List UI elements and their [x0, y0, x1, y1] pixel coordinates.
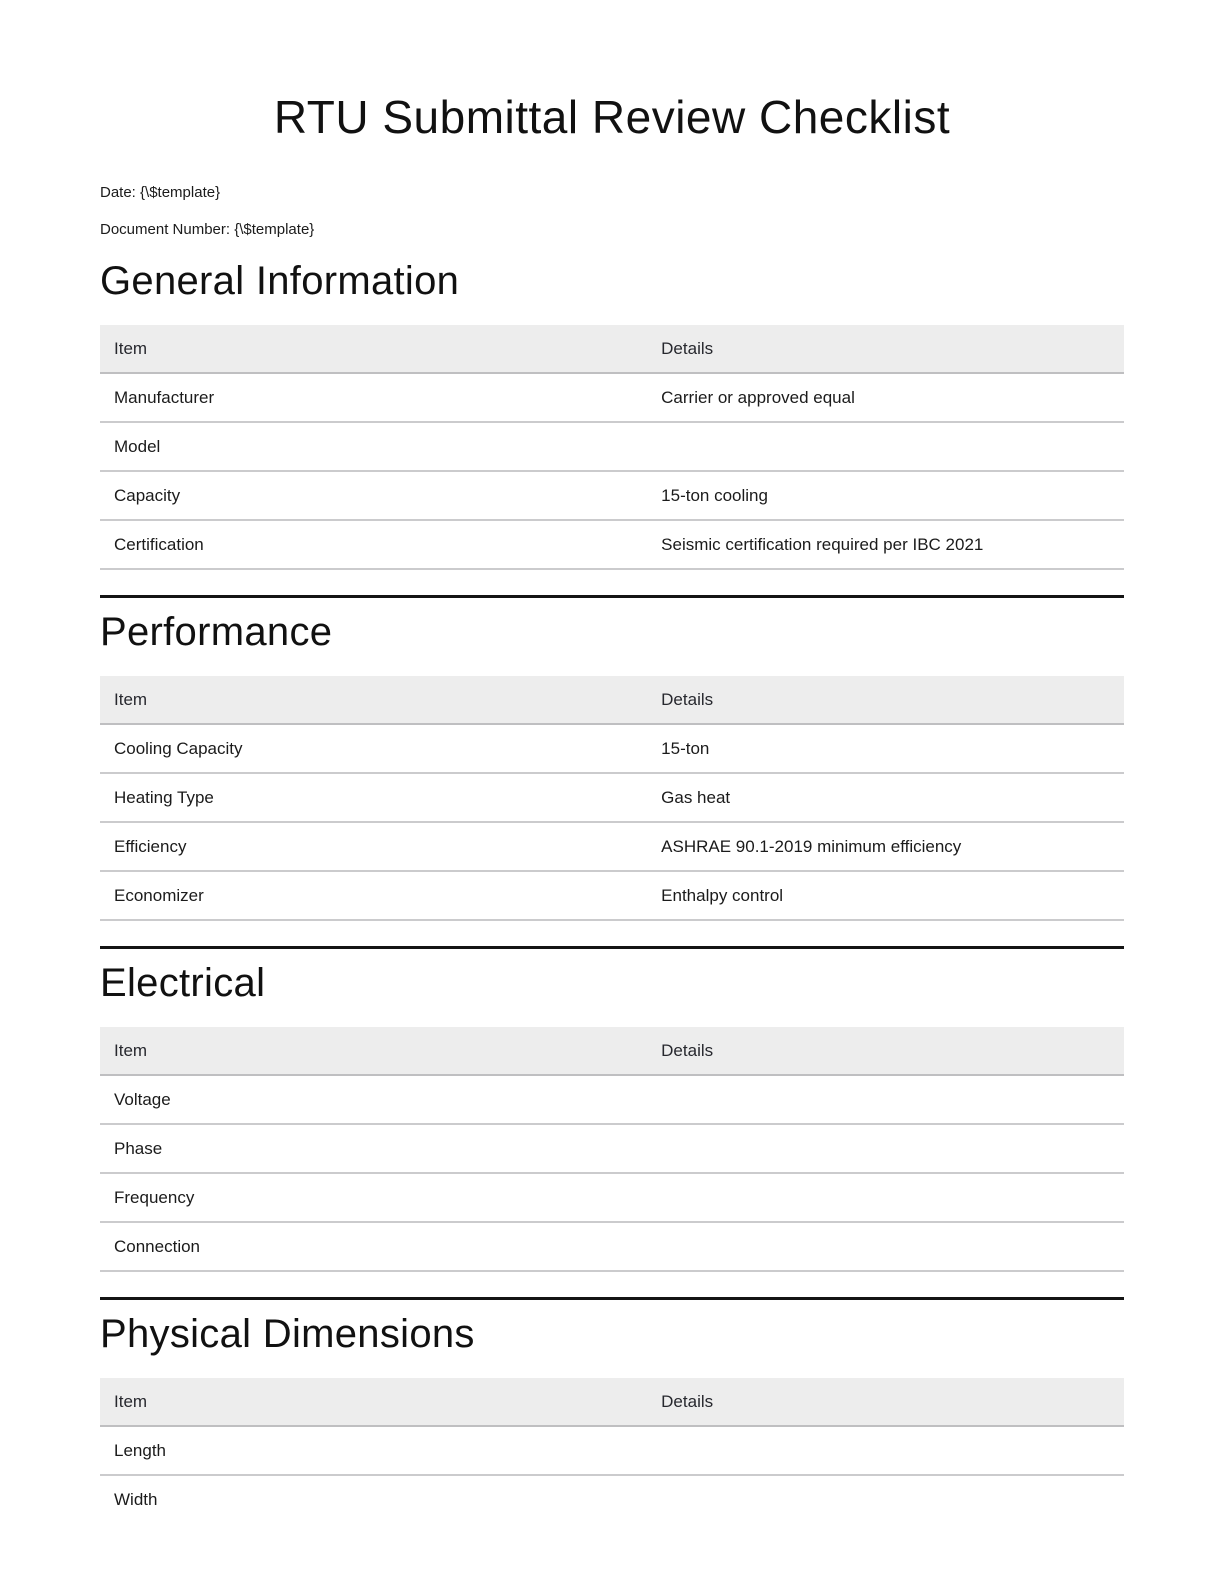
document-number-value: {\$template} — [234, 221, 315, 239]
details-cell — [647, 1475, 1124, 1523]
details-cell: Enthalpy control — [647, 871, 1124, 920]
table-row — [100, 1426, 1124, 1475]
item-cell: Efficiency — [100, 822, 647, 871]
item-cell: Cooling Capacity — [100, 724, 647, 773]
table-header-row — [100, 325, 1124, 373]
date-label: Date: — [100, 184, 136, 202]
table-row — [100, 373, 1124, 422]
section-divider — [100, 1297, 1124, 1300]
details-column-header: Details — [647, 1378, 1124, 1426]
table-header-row — [100, 1378, 1124, 1426]
details-cell — [647, 422, 1124, 471]
details-cell: Carrier or approved equal — [647, 373, 1124, 422]
document-number-line — [100, 220, 1124, 240]
item-cell: Width — [114, 1490, 158, 1510]
details-column-header: Details — [647, 1027, 1124, 1075]
section-table — [100, 325, 1124, 570]
details-cell — [647, 1222, 1124, 1271]
section-divider — [100, 946, 1124, 949]
item-cell: Length — [100, 1426, 647, 1475]
page-title: RTU Submittal Review Checklist — [273, 91, 951, 143]
details-column-header: Details — [647, 676, 1124, 724]
item-cell: Voltage — [100, 1075, 647, 1124]
table-header-row — [100, 676, 1124, 724]
table-row — [100, 1124, 1124, 1173]
details-cell: Seismic certification required per IBC 2021 — [647, 520, 1124, 569]
section-heading: Performance — [100, 610, 333, 655]
section-divider — [100, 595, 1124, 598]
sections-container — [100, 257, 1124, 1523]
item-cell: Phase — [100, 1124, 647, 1173]
details-cell: 15-ton cooling — [647, 471, 1124, 520]
details-cell: ASHRAE 90.1-2019 minimum efficiency — [647, 822, 1124, 871]
date-line — [100, 183, 1124, 203]
table-header-row — [100, 1027, 1124, 1075]
section-heading: Electrical — [100, 961, 266, 1006]
table-row — [100, 1173, 1124, 1222]
item-column-header: Item — [100, 676, 647, 724]
document-number-label: Document Number: — [100, 221, 231, 239]
table-row — [100, 822, 1124, 871]
date-value: {\$template} — [140, 184, 221, 202]
details-cell — [647, 1173, 1124, 1222]
section — [100, 1297, 1124, 1523]
table-row — [100, 773, 1124, 822]
details-cell — [647, 1124, 1124, 1173]
table-row — [100, 1222, 1124, 1271]
item-cell: Model — [100, 422, 647, 471]
item-cell: Manufacturer — [100, 373, 647, 422]
item-cell: Heating Type — [100, 773, 647, 822]
section-table — [100, 1378, 1124, 1523]
item-cell: Connection — [100, 1222, 647, 1271]
item-cell: Capacity — [100, 471, 647, 520]
section-heading: Physical Dimensions — [100, 1312, 475, 1357]
section — [100, 257, 1124, 570]
details-column-header: Details — [647, 325, 1124, 373]
table-row — [100, 1075, 1124, 1124]
section-table — [100, 676, 1124, 921]
details-cell: Gas heat — [647, 773, 1124, 822]
table-row — [100, 871, 1124, 920]
table-row — [100, 520, 1124, 569]
section — [100, 946, 1124, 1272]
item-cell: Certification — [100, 520, 647, 569]
table-row — [100, 471, 1124, 520]
item-column-header: Item — [100, 1027, 647, 1075]
section — [100, 595, 1124, 921]
item-cell: Frequency — [100, 1173, 647, 1222]
item-column-header: Item — [100, 325, 647, 373]
table-row — [100, 1475, 1124, 1523]
table-row — [100, 724, 1124, 773]
details-cell — [647, 1426, 1124, 1475]
item-cell: Economizer — [100, 871, 647, 920]
section-table — [100, 1027, 1124, 1272]
details-cell: 15-ton — [647, 724, 1124, 773]
item-column-header: Item — [100, 1378, 647, 1426]
details-cell — [647, 1075, 1124, 1124]
section-heading: General Information — [100, 259, 460, 304]
table-row — [100, 422, 1124, 471]
